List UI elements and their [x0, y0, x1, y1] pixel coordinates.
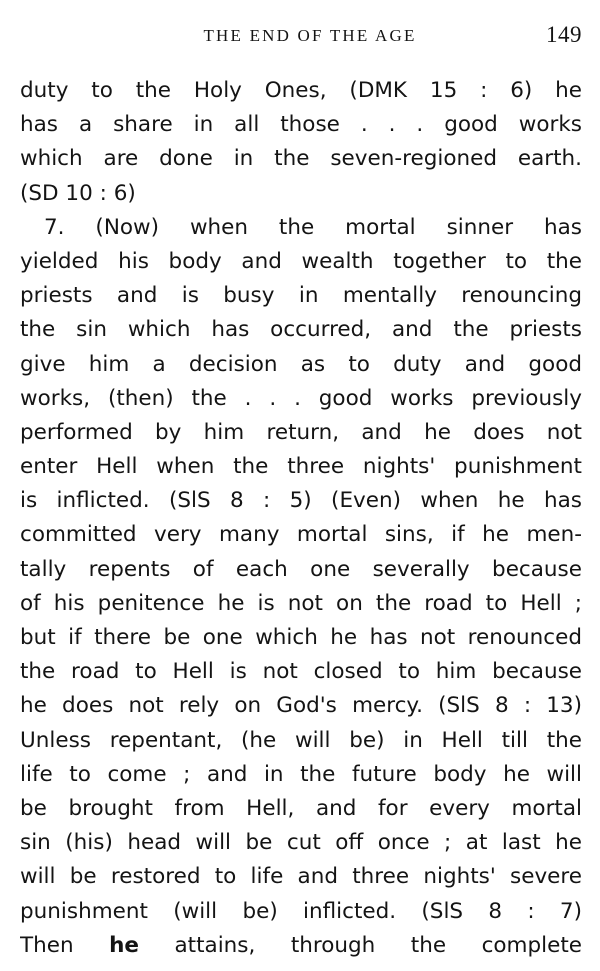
text-line: punishment (will be) inflicted. (SlS 8 : 7) — [20, 898, 582, 924]
text-line: Unless repentant, (he will be) in Hell till the — [20, 727, 582, 753]
emphasized-word: he — [109, 932, 139, 958]
text-line: the road to Hell is not closed to him because — [20, 659, 582, 685]
text-line: will be restored to life and three nights' severe — [20, 864, 582, 890]
text-line: has a share in all those . . . good works — [20, 112, 582, 138]
text-line: performed by him return, and he does not — [20, 419, 582, 445]
text-line: committed very many mortal sins, if he men- — [20, 522, 582, 548]
text-line: 7. (Now) when the mortal sinner has — [44, 214, 582, 240]
text-line: give him a decision as to duty and good — [20, 351, 582, 377]
text-line: enter Hell when the three nights' punishment — [20, 454, 582, 480]
text-line: priests and is busy in mentally renouncing — [20, 283, 582, 309]
text-line: works, (then) the . . . good works previously — [20, 385, 582, 411]
text-line: the sin which has occurred, and the priests — [20, 317, 582, 343]
text-line: life to come ; and in the future body he will — [20, 761, 582, 787]
page-number: 149 — [546, 22, 582, 47]
text-line: tally repents of each one severally because — [20, 556, 582, 582]
text-line: of his penitence he is not on the road to Hell ; — [20, 590, 582, 616]
text-line: sin (his) head will be cut off once ; at last he — [20, 830, 582, 856]
text-line: is inflicted. (SlS 8 : 5) (Even) when he has — [20, 488, 582, 514]
final-line-start: Then — [20, 932, 110, 958]
text-line: be brought from Hell, and for every mortal — [20, 795, 582, 821]
text-line: but if there be one which he has not renounced — [20, 625, 582, 650]
body-text — [20, 74, 582, 963]
text-line: duty to the Holy Ones, (DMK 15 : 6) he — [20, 78, 582, 103]
text-line: (SD 10 : 6) — [20, 180, 136, 206]
text-line: yielded his body and wealth together to the — [20, 248, 582, 274]
text-line-final — [20, 929, 582, 963]
running-head — [20, 22, 584, 54]
text-line: he does not rely on God's mercy. (SlS 8 : 13) — [20, 693, 582, 719]
text-line: which are done in the seven-regioned earth. — [20, 146, 582, 172]
running-title: THE END OF THE AGE — [203, 26, 417, 45]
final-line-end: attains, through the complete — [139, 932, 582, 958]
